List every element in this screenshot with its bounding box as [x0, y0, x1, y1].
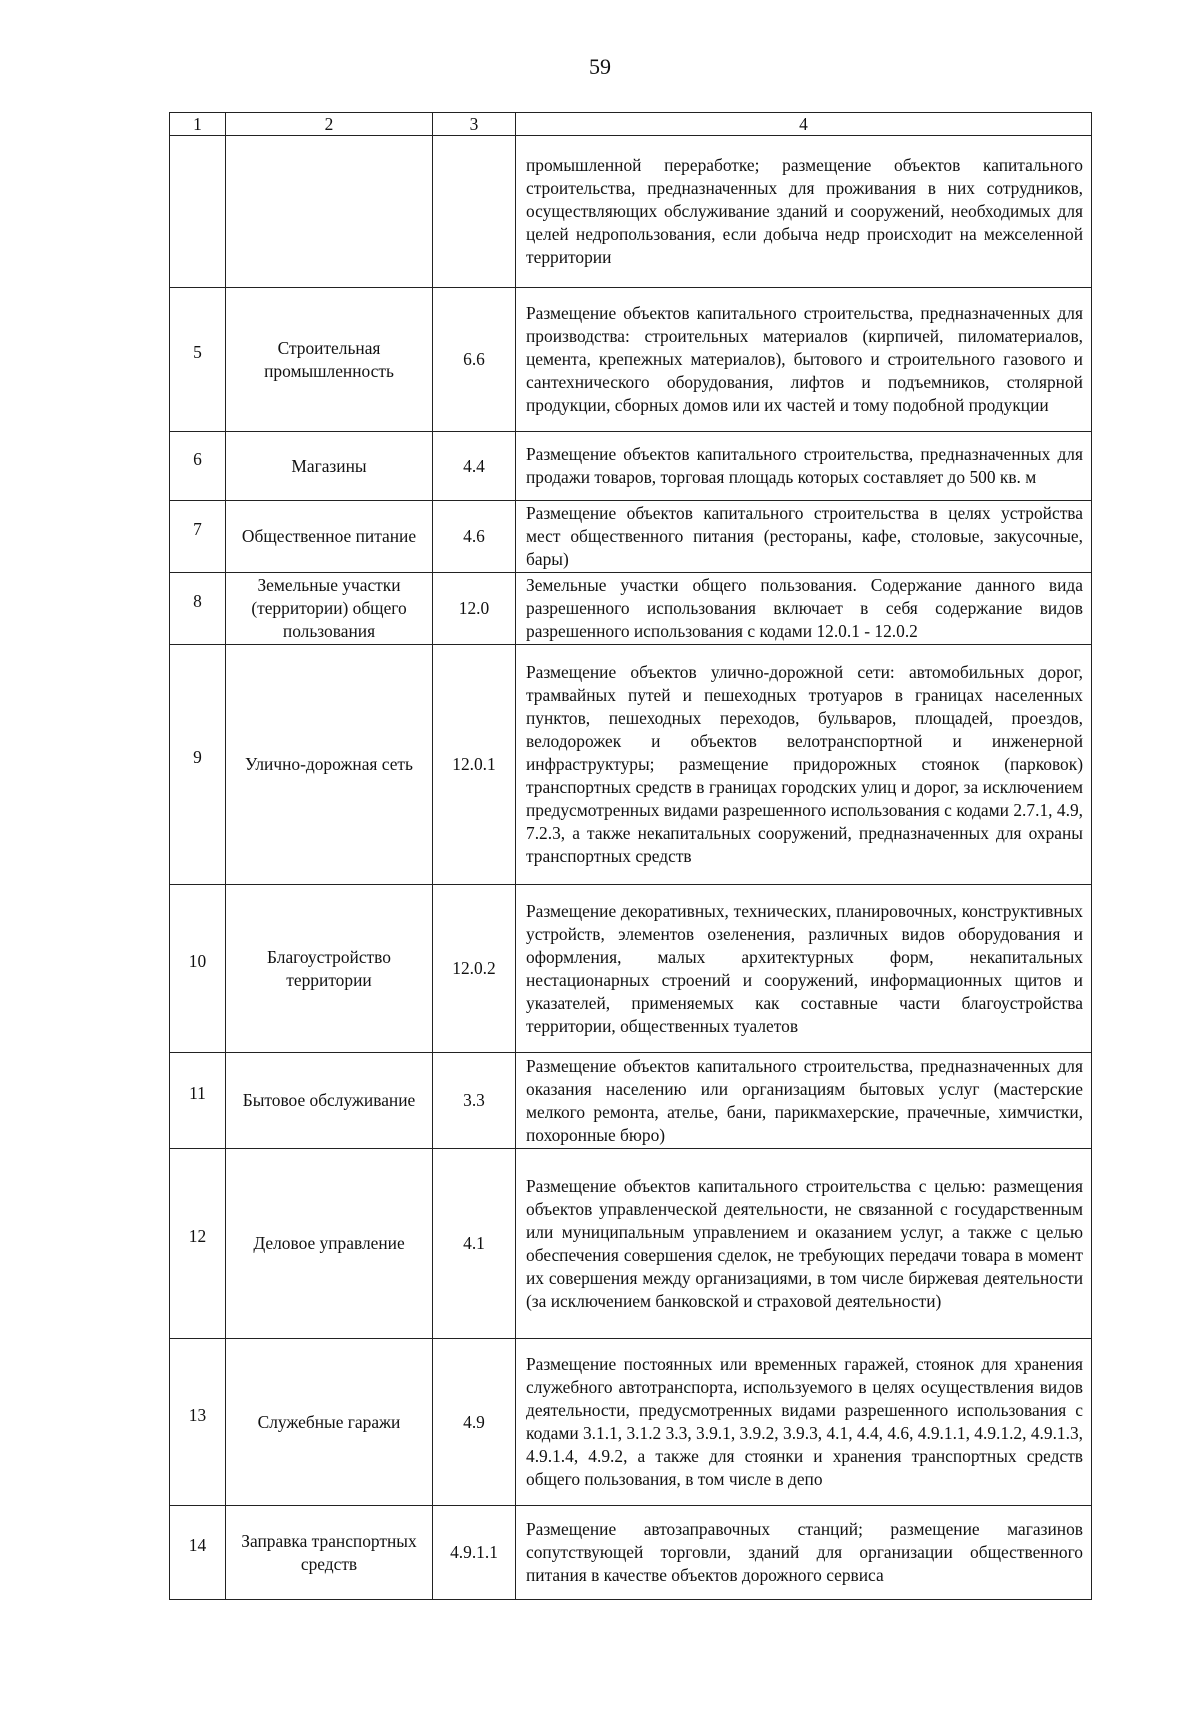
use-name: Бытовое обслуживание [226, 1053, 433, 1149]
use-name: Улично-дорожная сеть [226, 645, 433, 885]
row-number: 13 [170, 1339, 226, 1506]
table-row [170, 645, 1092, 885]
use-name: Благоустройство территории [226, 885, 433, 1053]
use-code: 4.9.1.1 [433, 1506, 516, 1600]
table-row [170, 1339, 1092, 1506]
use-description: промышленной переработке; размещение объектов капитального строительства, предназначенных для проживания в них сотрудников, осуществляющих обслуживание зданий и сооружений, необходимых для целей недропользования, если добыча недр происходит на межселенной территории [516, 136, 1092, 288]
table-header-row [170, 113, 1092, 136]
row-number: 5 [170, 288, 226, 432]
column-header: 2 [226, 113, 433, 136]
use-code: 3.3 [433, 1053, 516, 1149]
row-number: 9 [170, 645, 226, 885]
use-description: Размещение объектов капитального строительства, предназначенных для продажи товаров, торговая площадь которых составляет до 500 кв. м [516, 432, 1092, 501]
use-description: Размещение автозаправочных станций; размещение магазинов сопутствующей торговли, зданий для организации общественного питания в качестве объектов дорожного сервиса [516, 1506, 1092, 1600]
use-code: 12.0 [433, 573, 516, 645]
row-number: 14 [170, 1506, 226, 1600]
column-header: 4 [516, 113, 1092, 136]
use-description: Размещение объектов капитального строительства, предназначенных для оказания населению или организациям бытовых услуг (мастерские мелкого ремонта, ателье, бани, парикмахерские, прачечные, химчистки, похоронные бюро) [516, 1053, 1092, 1149]
use-name: Земельные участки (территории) общего пользования [226, 573, 433, 645]
column-header: 1 [170, 113, 226, 136]
use-name [226, 136, 433, 288]
use-description: Размещение объектов улично-дорожной сети: автомобильных дорог, трамвайных путей и пешеходных тротуаров в границах населенных пунктов, пешеходных переходов, бульваров, площадей, проездов, велодорожек и объектов велотранспортной и инженерной инфраструктуры; размещение придорожных стоянок (парковок) транспортных средств в границах городских улиц и дорог, за исключением предусмотренных видами разрешенного использования с кодами 2.7.1, 4.9, 7.2.3, а также некапитальных сооружений, предназначенных для охраны транспортных средств [516, 645, 1092, 885]
table-row [170, 501, 1092, 573]
use-description: Размещение декоративных, технических, планировочных, конструктивных устройств, элементов озеленения, различных видов оборудования и оформления, малых архитектурных форм, некапитальных нестационарных строений и сооружений, информационных щитов и указателей, применяемых как составные части благоустройства территории, общественных туалетов [516, 885, 1092, 1053]
row-number: 7 [170, 501, 226, 573]
row-number [170, 136, 226, 288]
use-name: Заправка транспортных средств [226, 1506, 433, 1600]
use-code: 4.4 [433, 432, 516, 501]
row-number: 12 [170, 1149, 226, 1339]
table-row [170, 288, 1092, 432]
use-description: Размещение объектов капитального строительства, предназначенных для производства: строительных материалов (кирпичей, пиломатериалов, цемента, крепежных материалов), бытового и строительного газового и сантехнического оборудования, лифтов и подъемников, столярной продукции, сборных домов или их частей и тому подобной продукции [516, 288, 1092, 432]
page-number: 59 [589, 54, 611, 79]
use-name: Деловое управление [226, 1149, 433, 1339]
column-header: 3 [433, 113, 516, 136]
use-description: Размещение объектов капитального строительства с целью: размещения объектов управленческой деятельности, не связанной с государственным или муниципальным управлением и оказанием услуг, а также с целью обеспечения совершения сделок, не требующих передачи товара в момент их совершения между организациями, в том числе биржевая деятельности (за исключением банковской и страховой деятельности) [516, 1149, 1092, 1339]
table-row [170, 573, 1092, 645]
table-row [170, 1149, 1092, 1339]
use-name: Строительная промышленность [226, 288, 433, 432]
use-description: Размещение постоянных или временных гаражей, стоянок для хранения служебного автотранспорта, используемого в целях осуществления видов деятельности, предусмотренных видами разрешенного использования с кодами 3.1.1, 3.1.2 3.3, 3.9.1, 3.9.2, 3.9.3, 4.1, 4.4, 4.6, 4.9.1.1, 4.9.1.2, 4.9.1.3, 4.9.1.4, 4.9.2, а также для стоянки и хранения транспортных средств общего пользования, в том числе в депо [516, 1339, 1092, 1506]
row-number: 8 [170, 573, 226, 645]
table-row [170, 885, 1092, 1053]
use-code: 4.9 [433, 1339, 516, 1506]
row-number: 6 [170, 432, 226, 501]
use-code: 12.0.1 [433, 645, 516, 885]
use-code: 4.6 [433, 501, 516, 573]
row-number: 11 [170, 1053, 226, 1149]
table-row [170, 1506, 1092, 1600]
table-row [170, 136, 1092, 288]
use-name: Магазины [226, 432, 433, 501]
use-description: Размещение объектов капитального строительства в целях устройства мест общественного питания (рестораны, кафе, столовые, закусочные, бары) [516, 501, 1092, 573]
row-number: 10 [170, 885, 226, 1053]
use-code: 12.0.2 [433, 885, 516, 1053]
use-description: Земельные участки общего пользования. Содержание данного вида разрешенного использования включает в себя содержание видов разрешенного использования с кодами 12.0.1 - 12.0.2 [516, 573, 1092, 645]
use-code [433, 136, 516, 288]
table-row [170, 432, 1092, 501]
use-name: Общественное питание [226, 501, 433, 573]
use-name: Служебные гаражи [226, 1339, 433, 1506]
use-code: 4.1 [433, 1149, 516, 1339]
table-row [170, 1053, 1092, 1149]
permitted-use-table [169, 112, 1092, 1600]
use-code: 6.6 [433, 288, 516, 432]
